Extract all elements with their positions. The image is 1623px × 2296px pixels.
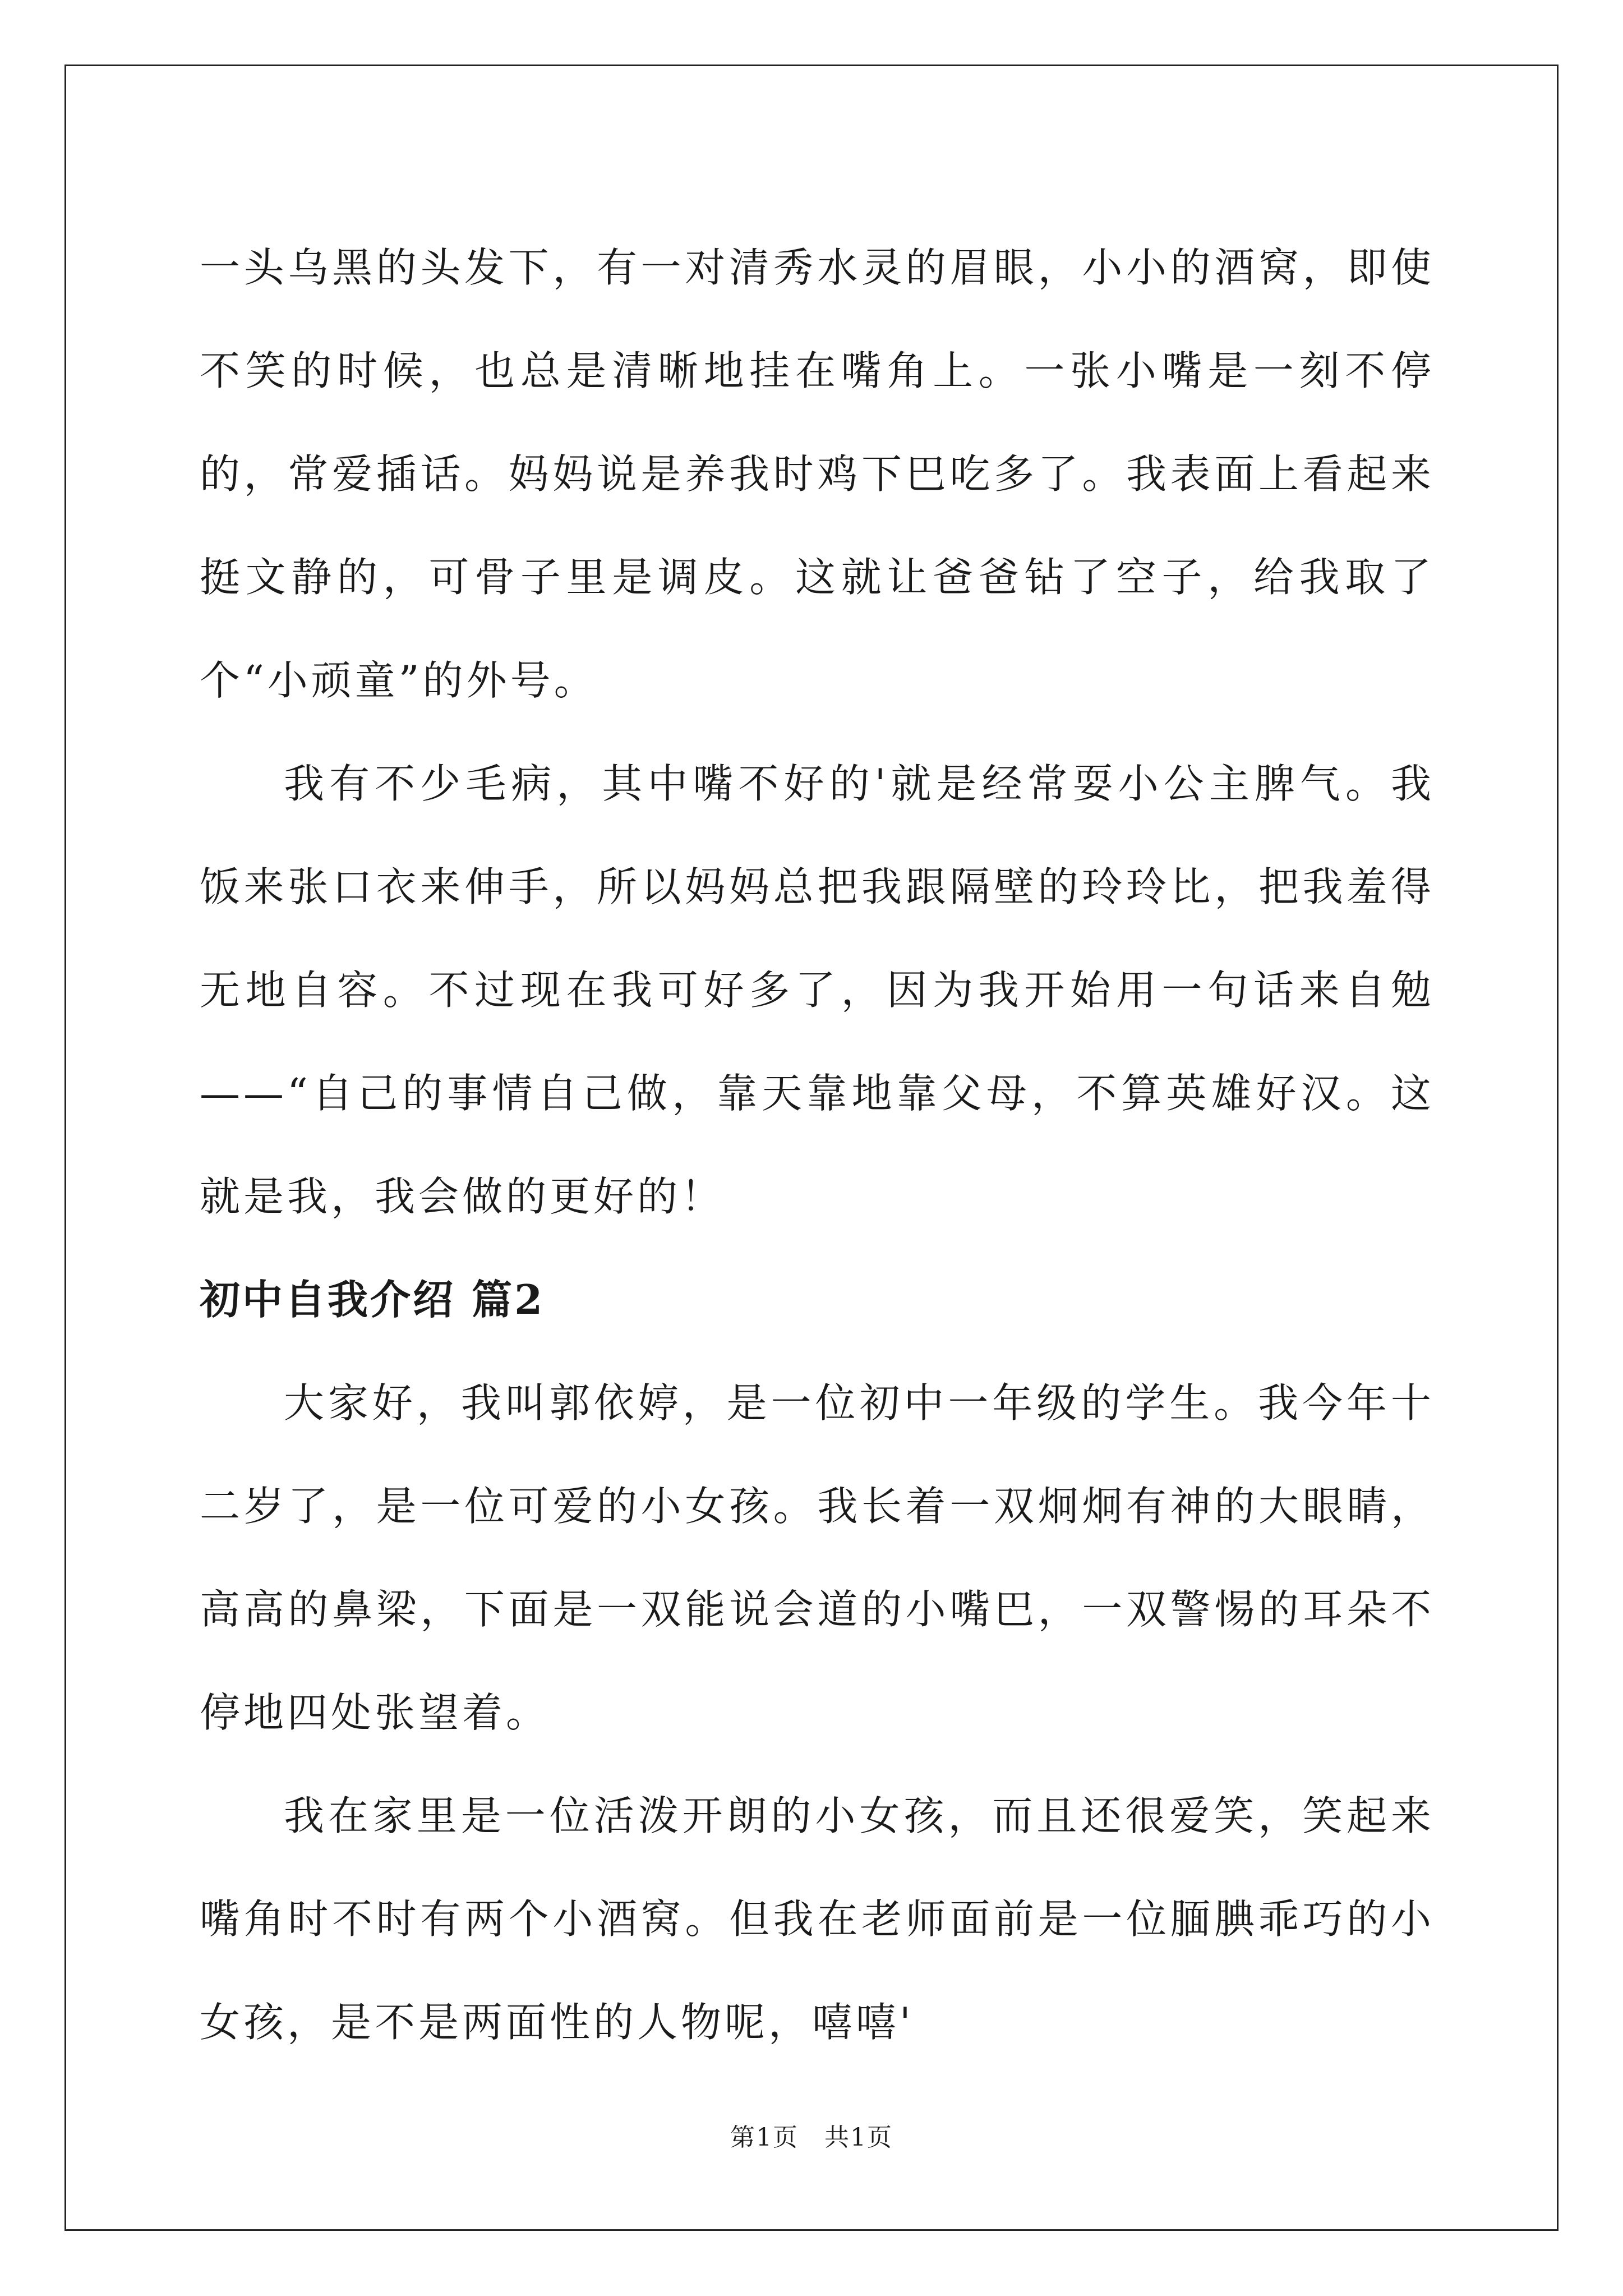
page-footer: 第1页 共1页 <box>730 2123 893 2152</box>
paragraph: 一头乌黑的头发下，有一对清秀水灵的眉眼，小小的酒窝，即使不笑的时候，也总是清晰地挂在嘴角上。一张小嘴是一刻不停的，常爱插话。妈妈说是养我时鸡下巴吃多了。我表面上看起来挺文静的，可骨子里是调皮。这就让爸爸钻了空子，给我取了个“小顽童”的外号。 <box>200 244 1435 704</box>
document-body <box>200 216 1435 2074</box>
paragraph: 我在家里是一位活泼开朗的小女孩，而且还很爱笑，笑起来嘴角时不时有两个小酒窝。但我在老师面前是一位腼腆乖巧的小女孩，是不是两面性的人物呢，嘻嘻' <box>200 1792 1435 2046</box>
paragraph: 大家好，我叫郭依婷，是一位初中一年级的学生。我今年十二岁了，是一位可爱的小女孩。我长着一双炯炯有神的大眼睛，高高的鼻梁，下面是一双能说会道的小嘴巴，一双警惕的耳朵不停地四处张望着。 <box>200 1379 1435 1736</box>
section-heading: 初中自我介绍 篇2 <box>200 1276 545 1323</box>
paragraph: 我有不少毛病，其中嘴不好的'就是经常耍小公主脾气。我饭来张口衣来伸手，所以妈妈总把我跟隔壁的玲玲比，把我羞得无地自容。不过现在我可好多了，因为我开始用一句话来自勉——“自己的事情自己做，靠天靠地靠父母，不算英雄好汉。这就是我，我会做的更好的！ <box>200 760 1435 1220</box>
